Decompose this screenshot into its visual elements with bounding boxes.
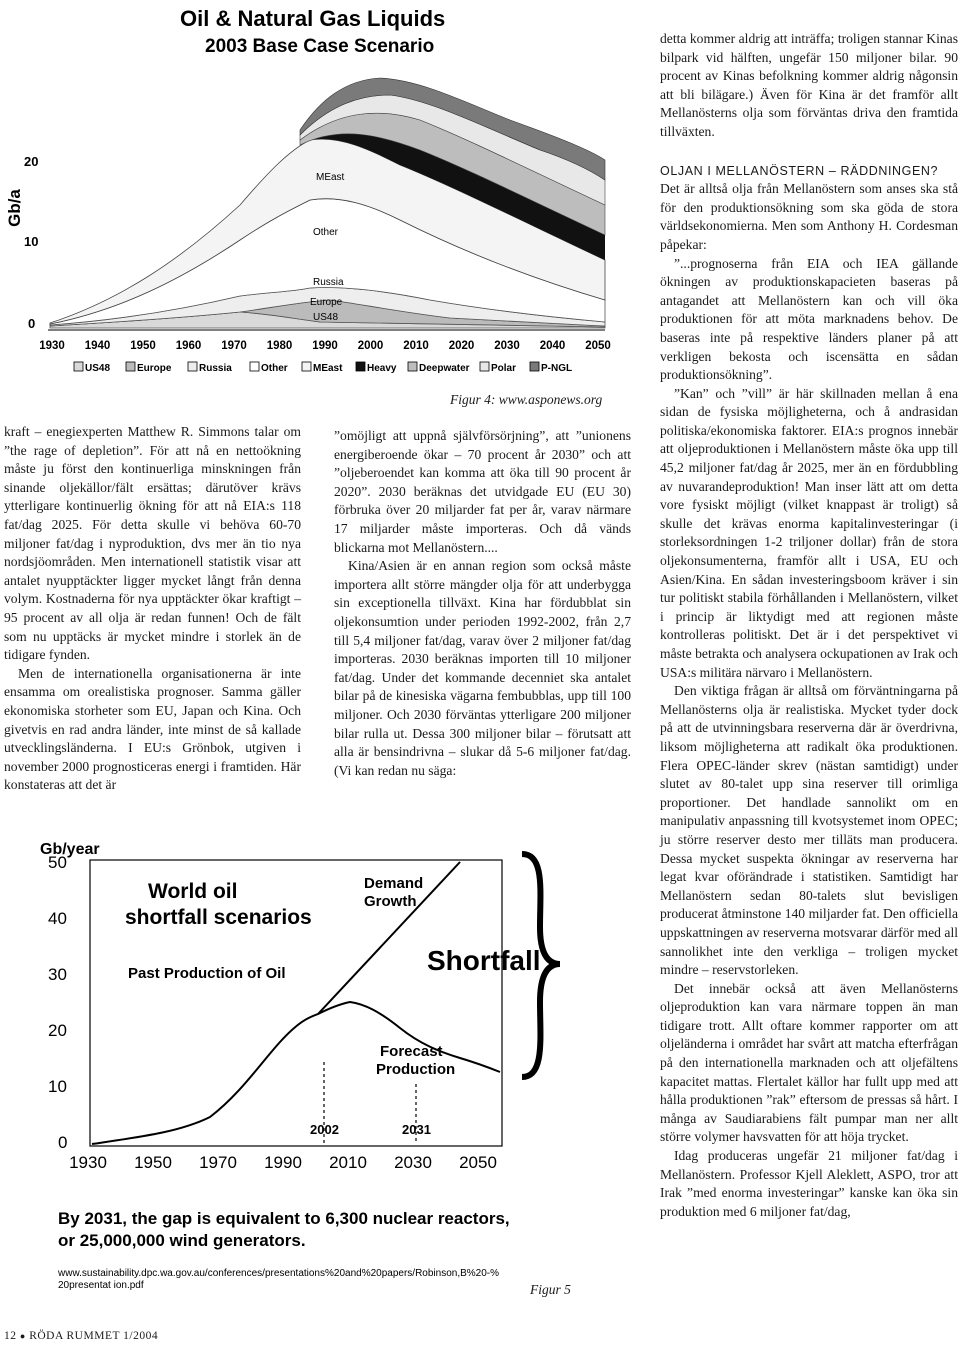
- left-column: [4, 423, 301, 795]
- figure-5-caption: Figur 5: [530, 1282, 571, 1297]
- right-paragraph-top: detta kommer aldrig att inträffa; troligen stannar Kinas bilpark vid hälften, ungefär 150 miljoner bilar. 90 procent av Kinas befolkning kommer aldrig någonsin att bli bilägare.) Även för Kina är det framför allt Mellanösterns olja som förväntas driva den framtida tillväxten.: [660, 31, 958, 139]
- middle-paragraph-1: ”omöjligt att uppnå självförsörjning”, att ”unionens energiberoende ökar – 70 procent år 2030” och att ”oljeberoendet kan komma att öka till 90 procent år 2020”. 2030 beräknas det utvidgade EU (EU 30) förbruka över 20 miljarder fat per år, varav närmare 17 miljarder måste importeras. Och då vänds blickarna mot Mellanöstern....: [334, 428, 631, 555]
- figure-4-y-axis-label: Gb/a: [5, 189, 24, 227]
- y-tick-20: 20: [48, 1021, 67, 1040]
- figure-5-note-line-2: or 25,000,000 wind generators.: [58, 1231, 306, 1250]
- x-tick-1970: 1970: [221, 340, 247, 352]
- figure-5-x-ticks: [69, 1153, 497, 1172]
- y-tick-10: 10: [48, 1077, 67, 1096]
- region-label-us48: US48: [313, 312, 339, 323]
- y-tick-40: 40: [48, 909, 67, 928]
- y-tick-50: 50: [48, 853, 67, 872]
- demand-growth-label-1: Demand: [364, 875, 424, 892]
- figure-5-source-line-1: www.sustainability.dpc.wa.gov.au/conferences/presentations%20and%20papers/Robinson,B%20-%: [58, 1268, 500, 1279]
- figure-5: [0, 832, 625, 1300]
- x-tick-1930: 1930: [69, 1153, 107, 1172]
- figure-4-chart: [0, 0, 625, 385]
- region-label-meast: MEast: [316, 172, 345, 183]
- legend-label-europe: Europe: [137, 363, 172, 374]
- legend-swatch-deepwater: [408, 362, 417, 371]
- left-paragraph-2: Men de internationella organisationerna är inte ensamma om orealistiska prognoser. Samma gäller ekonomiska storheter som EU, Japan och Kina. Och givetvis en rad andra länder, inte minst de så kallade utvecklingsländerna. I EU:s Grönbok, utgiven i november 2000 prognosticeras energi i framtiden. Här konstateras att det är: [4, 665, 301, 793]
- legend-label-us48: US48: [85, 363, 111, 374]
- page-footer: [4, 1330, 158, 1342]
- legend-swatch-heavy: [356, 362, 365, 371]
- x-tick-2040: 2040: [539, 340, 566, 352]
- middle-paragraph-2: Kina/Asien är en annan region som också måste importera allt större mängder olja för att underbygga sin exceptionella tillväxt. Kina har fördubblat sin oljekonsumtion under perioden 1992-2002, från 2,7 till 5,4 miljoner fat/dag, varav över 2 miljoner fat/dag importeras. 2030 beräknas importen till 10 miljoner fat/dag. Under det kommande decenniet ska antalet bilar på de kinesiska vägarna fembubblas, upp till 100 miljoner. Och 2030 förväntas ytterligare 200 miljoner bilar rulla ut. Dessa 300 miljoner bilar – förutsatt att alla är bensindrivna – slukar då 5-6 miljoner fat/dag. (Vi kan redan nu säga:: [334, 558, 631, 778]
- figure-4-x-ticks: [39, 340, 611, 352]
- region-label-russia: Russia: [313, 277, 344, 288]
- legend-label-polar: Polar: [491, 363, 517, 374]
- y-tick-10: 10: [24, 234, 39, 249]
- y-tick-20: 20: [24, 154, 39, 169]
- figure-4-legend: [74, 362, 572, 374]
- left-paragraph-1: kraft – enegiexperten Matthew R. Simmons talar om ”the rage of depletion”. För att nå en nettoökning måste ju först den kontinuerliga minskningen från sinande oljekällor/fält ersättas; därutöver krävs ytterligare kontinuerlig ökning för att nå EIA:s 118 fat/dag 2025. För detta skulle vi behöva 60-70 miljoner fat/dag i nyproduktion, dvs mer än tio nya nordsjöområden. Men internationell statistik visar att antalet nyupptäckter ligger mycket långt från denna volym. Kostnaderna för nya upptäckter ökar kraftigt – 95 procent av all olja är redan funnen! Och de fält som nu upptäcks är mycket mindre i storlek än de tidigare fynden.: [4, 424, 301, 663]
- legend-swatch-polar: [480, 362, 489, 371]
- right-column: [660, 30, 958, 1221]
- legend-swatch-p-ngl: [530, 362, 539, 371]
- x-tick-1950: 1950: [130, 340, 156, 352]
- legend-label-heavy: Heavy: [367, 363, 397, 374]
- y-tick-30: 30: [48, 965, 67, 984]
- publication-name: RÖDA RUMMET 1/2004: [29, 1330, 159, 1342]
- region-label-europe: Europe: [310, 297, 343, 308]
- legend-swatch-europe: [126, 362, 135, 371]
- x-tick-1990: 1990: [312, 340, 338, 352]
- y-tick-0: 0: [28, 316, 36, 331]
- figure-5-subtitle: shortfall scenarios: [125, 906, 312, 929]
- marker-2002-label: 2002: [310, 1122, 339, 1137]
- marker-2031-label: 2031: [402, 1122, 431, 1137]
- x-tick-2000: 2000: [357, 340, 384, 352]
- right-paragraph-3: Den viktiga frågan är alltså om förväntningarna på Mellanösterns olja är realistiska. Mycket tyder dock på att de utvinningsbara reserverna där är överdrivna, liksom möjligheterna att radikalt öka produktionen. Flera OPEC-länder skrev (nästan samtidigt) under slutet av 80-talet upp sina reserver till orimliga proportioner. Det handlade sannolikt om en manipulativ anpassning till kvotsystemet inom OPEC; ju större reserver desto mer tilläts man producera. Dessa mycket suspekta ökningar av reserverna har legat kvar oförändrade i statistiken. Samtidigt har Mellanöstern sedan 80-talets slut bevisligen producerat åtminstone 140 miljarder fat. Den officiella uppskattningen av reserverna motsvarar därför med all sannolikhet inte den verkliga – troligen mycket mindre – reservstorleken.: [660, 683, 958, 978]
- figure-4: [0, 0, 625, 385]
- x-tick-1990: 1990: [264, 1153, 302, 1172]
- figure-4-areas: [50, 78, 605, 328]
- x-tick-2050: 2050: [585, 340, 611, 352]
- right-paragraph-2: ”Kan” och ”vill” är här skillnaden mellan å ena sidan de fysiska möjligheterna, och å andrasidan politiska/ekonomiska faktorer. EIA:s prognos innebär att oljeproduktionen i Mellanöstern måste öka upp till 45,2 miljoner fat/dag år 2025, mer än en fördubbling av nuvarandeproduktion! Man inser lätt att om detta vore fysiskt möjligt (vilket knappast är troligt) så skulle det krävas enorma kapitalinvesteringar (i storleksordningen 1-2 triljoner dollar) från de stora oljekonsumenterna, framför allt i USA, EU och Asien/Kina. En sådan investeringsboom kräver i sin tur politiskt stabila förhållanden i Mellanöstern, vilket i princip är liktydigt med att regionen måste kontrolleras politiskt. Det är i det perspektivet vi måste betrakta och analysera ockupationen av Irak och USA:s militära närvaro i Mellanöstern.: [660, 385, 958, 680]
- x-tick-1940: 1940: [84, 340, 111, 352]
- x-tick-2020: 2020: [448, 340, 475, 352]
- page-number: 12: [4, 1330, 17, 1342]
- x-tick-2050: 2050: [459, 1153, 497, 1172]
- legend-label-deepwater: Deepwater: [419, 363, 470, 374]
- legend-label-meast: MEast: [313, 363, 343, 374]
- figure-4-caption: Figur 4: www.asponews.org: [450, 392, 603, 407]
- shortfall-label: Shortfall: [427, 945, 541, 976]
- legend-swatch-us48: [74, 362, 83, 371]
- legend-label-russia: Russia: [199, 363, 232, 374]
- region-label-other: Other: [313, 227, 339, 238]
- figure-5-chart: [0, 832, 625, 1300]
- x-tick-1980: 1980: [266, 340, 293, 352]
- x-tick-1950: 1950: [134, 1153, 172, 1172]
- forecast-production-label-1: Forecast: [380, 1043, 443, 1060]
- legend-label-p-ngl: P-NGL: [541, 363, 573, 374]
- x-tick-2010: 2010: [403, 340, 429, 352]
- figure-5-note-line-1: By 2031, the gap is equivalent to 6,300 nuclear reactors,: [58, 1209, 510, 1228]
- right-paragraph-5: Idag produceras ungefär 21 miljoner fat/dag i Mellanöstern. Professor Kjell Aleklett, ASPO, tror att Irak ”med enorma investeringar” kanske kan öka sin produktion med 6 miljoner fat/dag,: [660, 1148, 958, 1219]
- figure-4-title: Oil & Natural Gas Liquids: [180, 6, 446, 31]
- forecast-production-label-2: Production: [376, 1061, 456, 1078]
- legend-label-other: Other: [261, 363, 288, 374]
- right-quote: ”...prognoserna från EIA och IEA gällande ökningen av produktionskapacieten baseras på antagandet att Mellanöstern kan och vill öka produktionen för att möta marknadens behov. De baseras inte på respektive länders planer på att verkligen bekosta och iscensätta en sådan produktionsökning”.: [660, 255, 958, 383]
- x-tick-1930: 1930: [39, 340, 65, 352]
- x-tick-1970: 1970: [199, 1153, 237, 1172]
- x-tick-2030: 2030: [394, 1153, 432, 1172]
- right-paragraph-4: Det innebär också att även Mellanösterns oljeproduktion kan vara närmare toppen än man tidigare trott. Allt oftare kommer rapporter om att oljeländerna i området har svårt att matcha efterfrågan på den internationella marknaden och att oljefältens kapacitet mattas. Flertalet källor har fullt upp med att hålla produktionen ”rak” eftersom de pressas så hårt. I många av Saudiarabiens fält pumpar man ner allt större volymer havsvatten för att höja trycket.: [660, 980, 958, 1145]
- right-paragraph-1: Det är alltså olja från Mellanöstern som anses ska stå för den produktionsökning som ska göda de stora världsekonomierna. Men som Anthony H. Cordesman påpekar:: [660, 181, 958, 252]
- figure-5-y-axis-label: Gb/year: [40, 841, 100, 858]
- x-tick-1960: 1960: [175, 340, 202, 352]
- figure-4-y-ticks: [24, 154, 38, 331]
- figure-5-title: World oil: [148, 880, 238, 903]
- legend-swatch-meast: [302, 362, 311, 371]
- figure-4-subtitle: 2003 Base Case Scenario: [205, 36, 435, 57]
- figure-5-y-ticks: [48, 853, 67, 1152]
- legend-swatch-other: [250, 362, 259, 371]
- y-tick-0: 0: [58, 1133, 68, 1152]
- x-tick-2030: 2030: [494, 340, 520, 352]
- footer-bullet: ●: [19, 1331, 26, 1341]
- demand-growth-label-2: Growth: [364, 893, 417, 910]
- section-heading: OLJAN I MELLANÖSTERN – RÄDDNINGEN?: [660, 163, 939, 178]
- middle-column: [334, 427, 631, 780]
- past-production-label: Past Production of Oil: [128, 965, 286, 982]
- legend-swatch-russia: [188, 362, 197, 371]
- x-tick-2010: 2010: [329, 1153, 367, 1172]
- figure-5-source-line-2: 20presentat ion.pdf: [58, 1280, 144, 1291]
